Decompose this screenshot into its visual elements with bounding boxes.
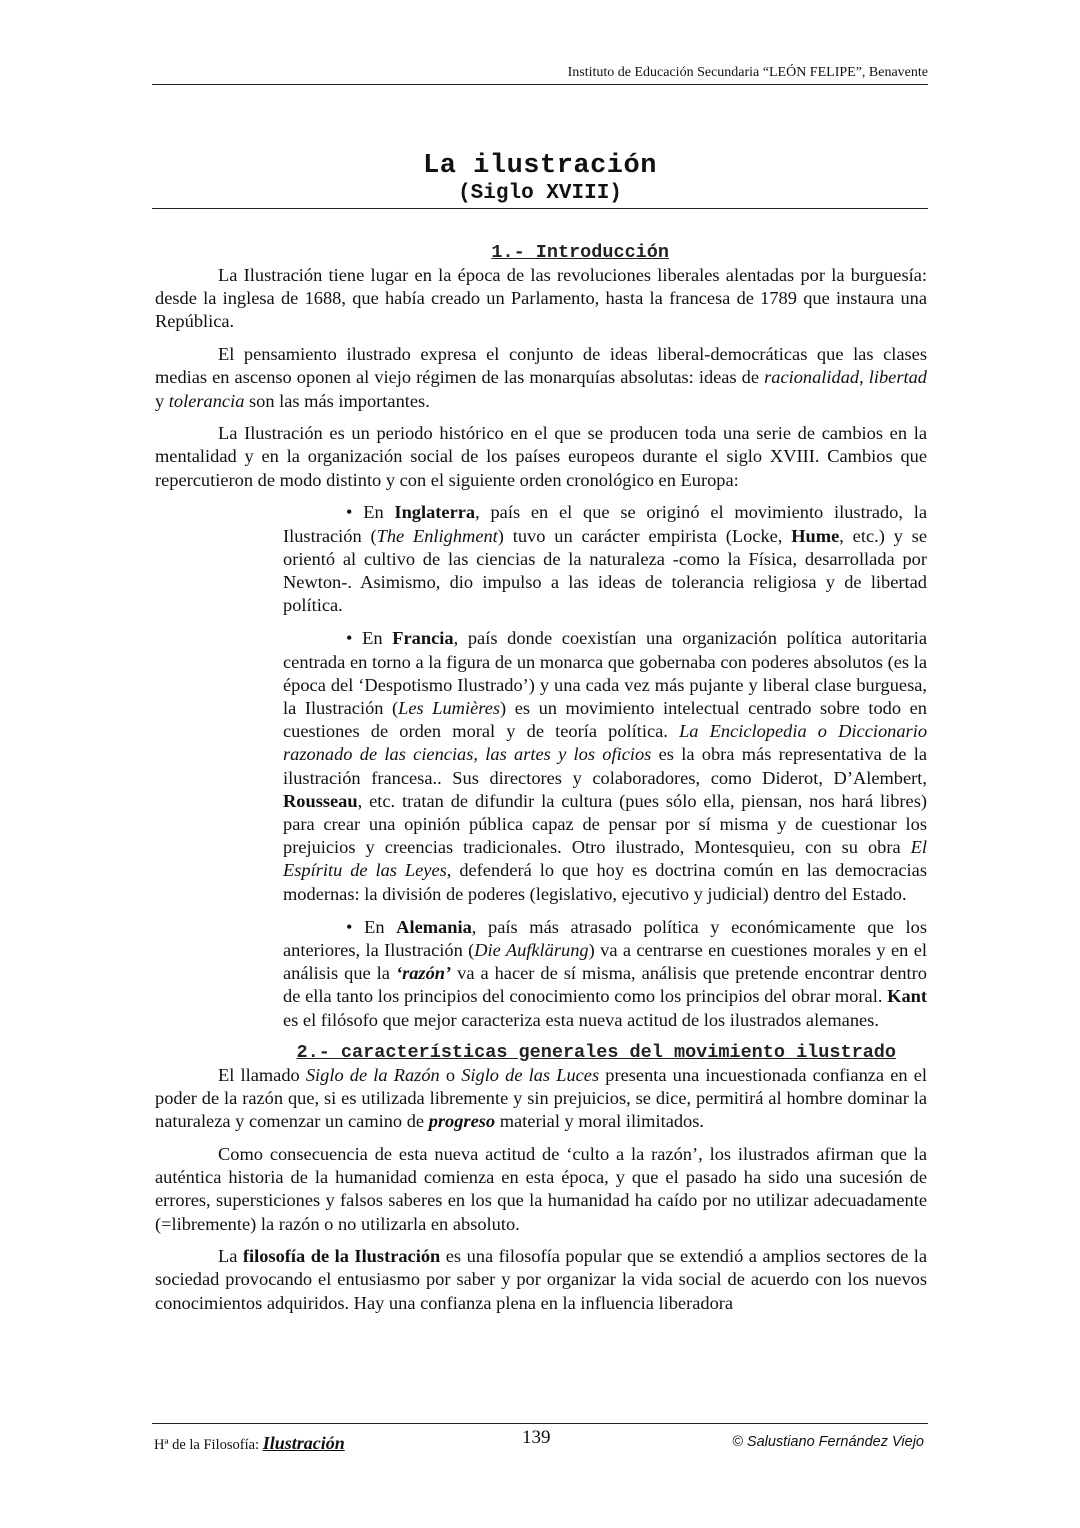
paragraph: La Ilustración tiene lugar en la época de las revoluciones liberales alentadas por la burguesía: desde la inglesa de 1688, que había creado un Parlamento, hasta la francesa de 1789 que instaura una República. xyxy=(155,265,927,332)
document-subtitle: (Siglo XVIII) xyxy=(458,182,622,205)
page-header xyxy=(152,64,928,85)
footer-subject: Hª de la Filosofía: Ilustración xyxy=(154,1433,345,1453)
paragraph: El llamado Siglo de la Razón o Siglo de las Luces presenta una incuestionada confianza en el poder de la razón que, si es utilizada libremente y sin prejuicios, se dice, permitirá al hombre dominar la naturaleza y comenzar un camino de progreso material y moral ilimitados. xyxy=(155,1064,927,1132)
section-heading-introduccion: 1.- Introducción xyxy=(491,242,669,263)
document-body xyxy=(155,242,927,1324)
bullet-icon: • xyxy=(346,628,353,649)
footer-author: © Salustiano Fernández Viejo xyxy=(732,1434,924,1450)
document-title: La ilustración xyxy=(423,151,657,181)
bullet-icon: • xyxy=(346,502,353,523)
list-item-francia: • En Francia, país donde coexistían una organización política autoritaria centrada en torno a la figura de un monarca que gobernaba con poderes absolutos (es la época del ‘Despotismo Ilustrado’) y una cada vez más pujante y liberal clase burguesa, la Ilustración (Les Lumières) es un movimiento intelectual centrado sobre todo en cuestiones de orden moral y de teoría política. La Enciclopedia o Diccionario razonado de las ciencias, las artes y los oficios es la obra más representativa de la ilustración francesa.. Sus directores y colaboradores, como Diderot, D’Alembert, Rousseau, etc. tratan de difundir la cultura (pues sólo ella, piensan, nos hará libres) para crear una opinión pública capaz de pensar por sí misma y de cuestionar los prejuicios y creencias tradicionales. Otro ilustrado, Montesquieu, con su obra El Espíritu de las Leyes, defenderá lo que hoy es doctrina común en las democracias modernas: la división de poderes (legislativo, ejecutivo y judicial) dentro del Estado. xyxy=(283,628,928,904)
bullet-icon: • xyxy=(346,916,353,937)
list-item-inglaterra: • En Inglaterra, país en el que se originó el movimiento ilustrado, la Ilustración (The Enlighment) tuvo un carácter empirista (Locke, Hume, etc.) y se orientó al cultivo de las ciencias de la naturaleza -como la Física, desarrollada por Newton-. Asimismo, dio impulso a las ideas de tolerancia religiosa y de libertad política. xyxy=(283,502,927,616)
paragraph: El pensamiento ilustrado expresa el conjunto de ideas liberal-democráticas que las clases medias en ascenso oponen al viejo régimen de las monarquías absolutas: ideas de racionalidad, libertad y tolerancia son las más importantes. xyxy=(155,344,927,411)
paragraph: La Ilustración es un periodo histórico en el que se producen toda una serie de cambios en la mentalidad y en la organización social de los países europeos durante el siglo XVIII. Cambios que repercutieron de modo distinto y con el siguiente orden cronológico en Europa: xyxy=(155,423,927,490)
page-number: 139 xyxy=(522,1427,551,1448)
paragraph: La filosofía de la Ilustración es una filosofía popular que se extendió a amplios sectores de la sociedad provocando el entusiasmo por saber y por organizar la vida social de acuerdo con los nuevos conocimientos adquiridos. Hay una confianza plena en la influencia liberadora xyxy=(155,1246,928,1313)
paragraph: Como consecuencia de esta nueva actitud de ‘culto a la razón’, los ilustrados afirman que la auténtica historia de la humanidad comienza en esta época, y que el pasado ha sido una sucesión de errores, supersticiones y falsos saberes en los que la humanidad ha caído por no utilizar adecuadamente (=libremente) la razón o no utilizarla en absoluto. xyxy=(155,1143,927,1234)
section-heading-caracteristicas: 2.- características generales del movimiento ilustrado xyxy=(296,1041,896,1063)
page-footer xyxy=(152,1423,928,1458)
institution-name: Instituto de Educación Secundaria “LEÓN FELIPE”, Benavente xyxy=(567,65,928,80)
list-item-alemania: • En Alemania, país más atrasado política y económicamente que los anteriores, la Ilustración (Die Aufklärung) va a centrarse en cuestiones morales y en el análisis que la ‘razón’ va a hacer de sí misma, análisis que pretende encontrar dentro de ella tanto los principios del conocimiento como los principios del obrar moral. Kant es el filósofo que mejor caracteriza esta nueva actitud de los ilustrados alemanes. xyxy=(283,916,928,1030)
title-block xyxy=(152,150,928,209)
